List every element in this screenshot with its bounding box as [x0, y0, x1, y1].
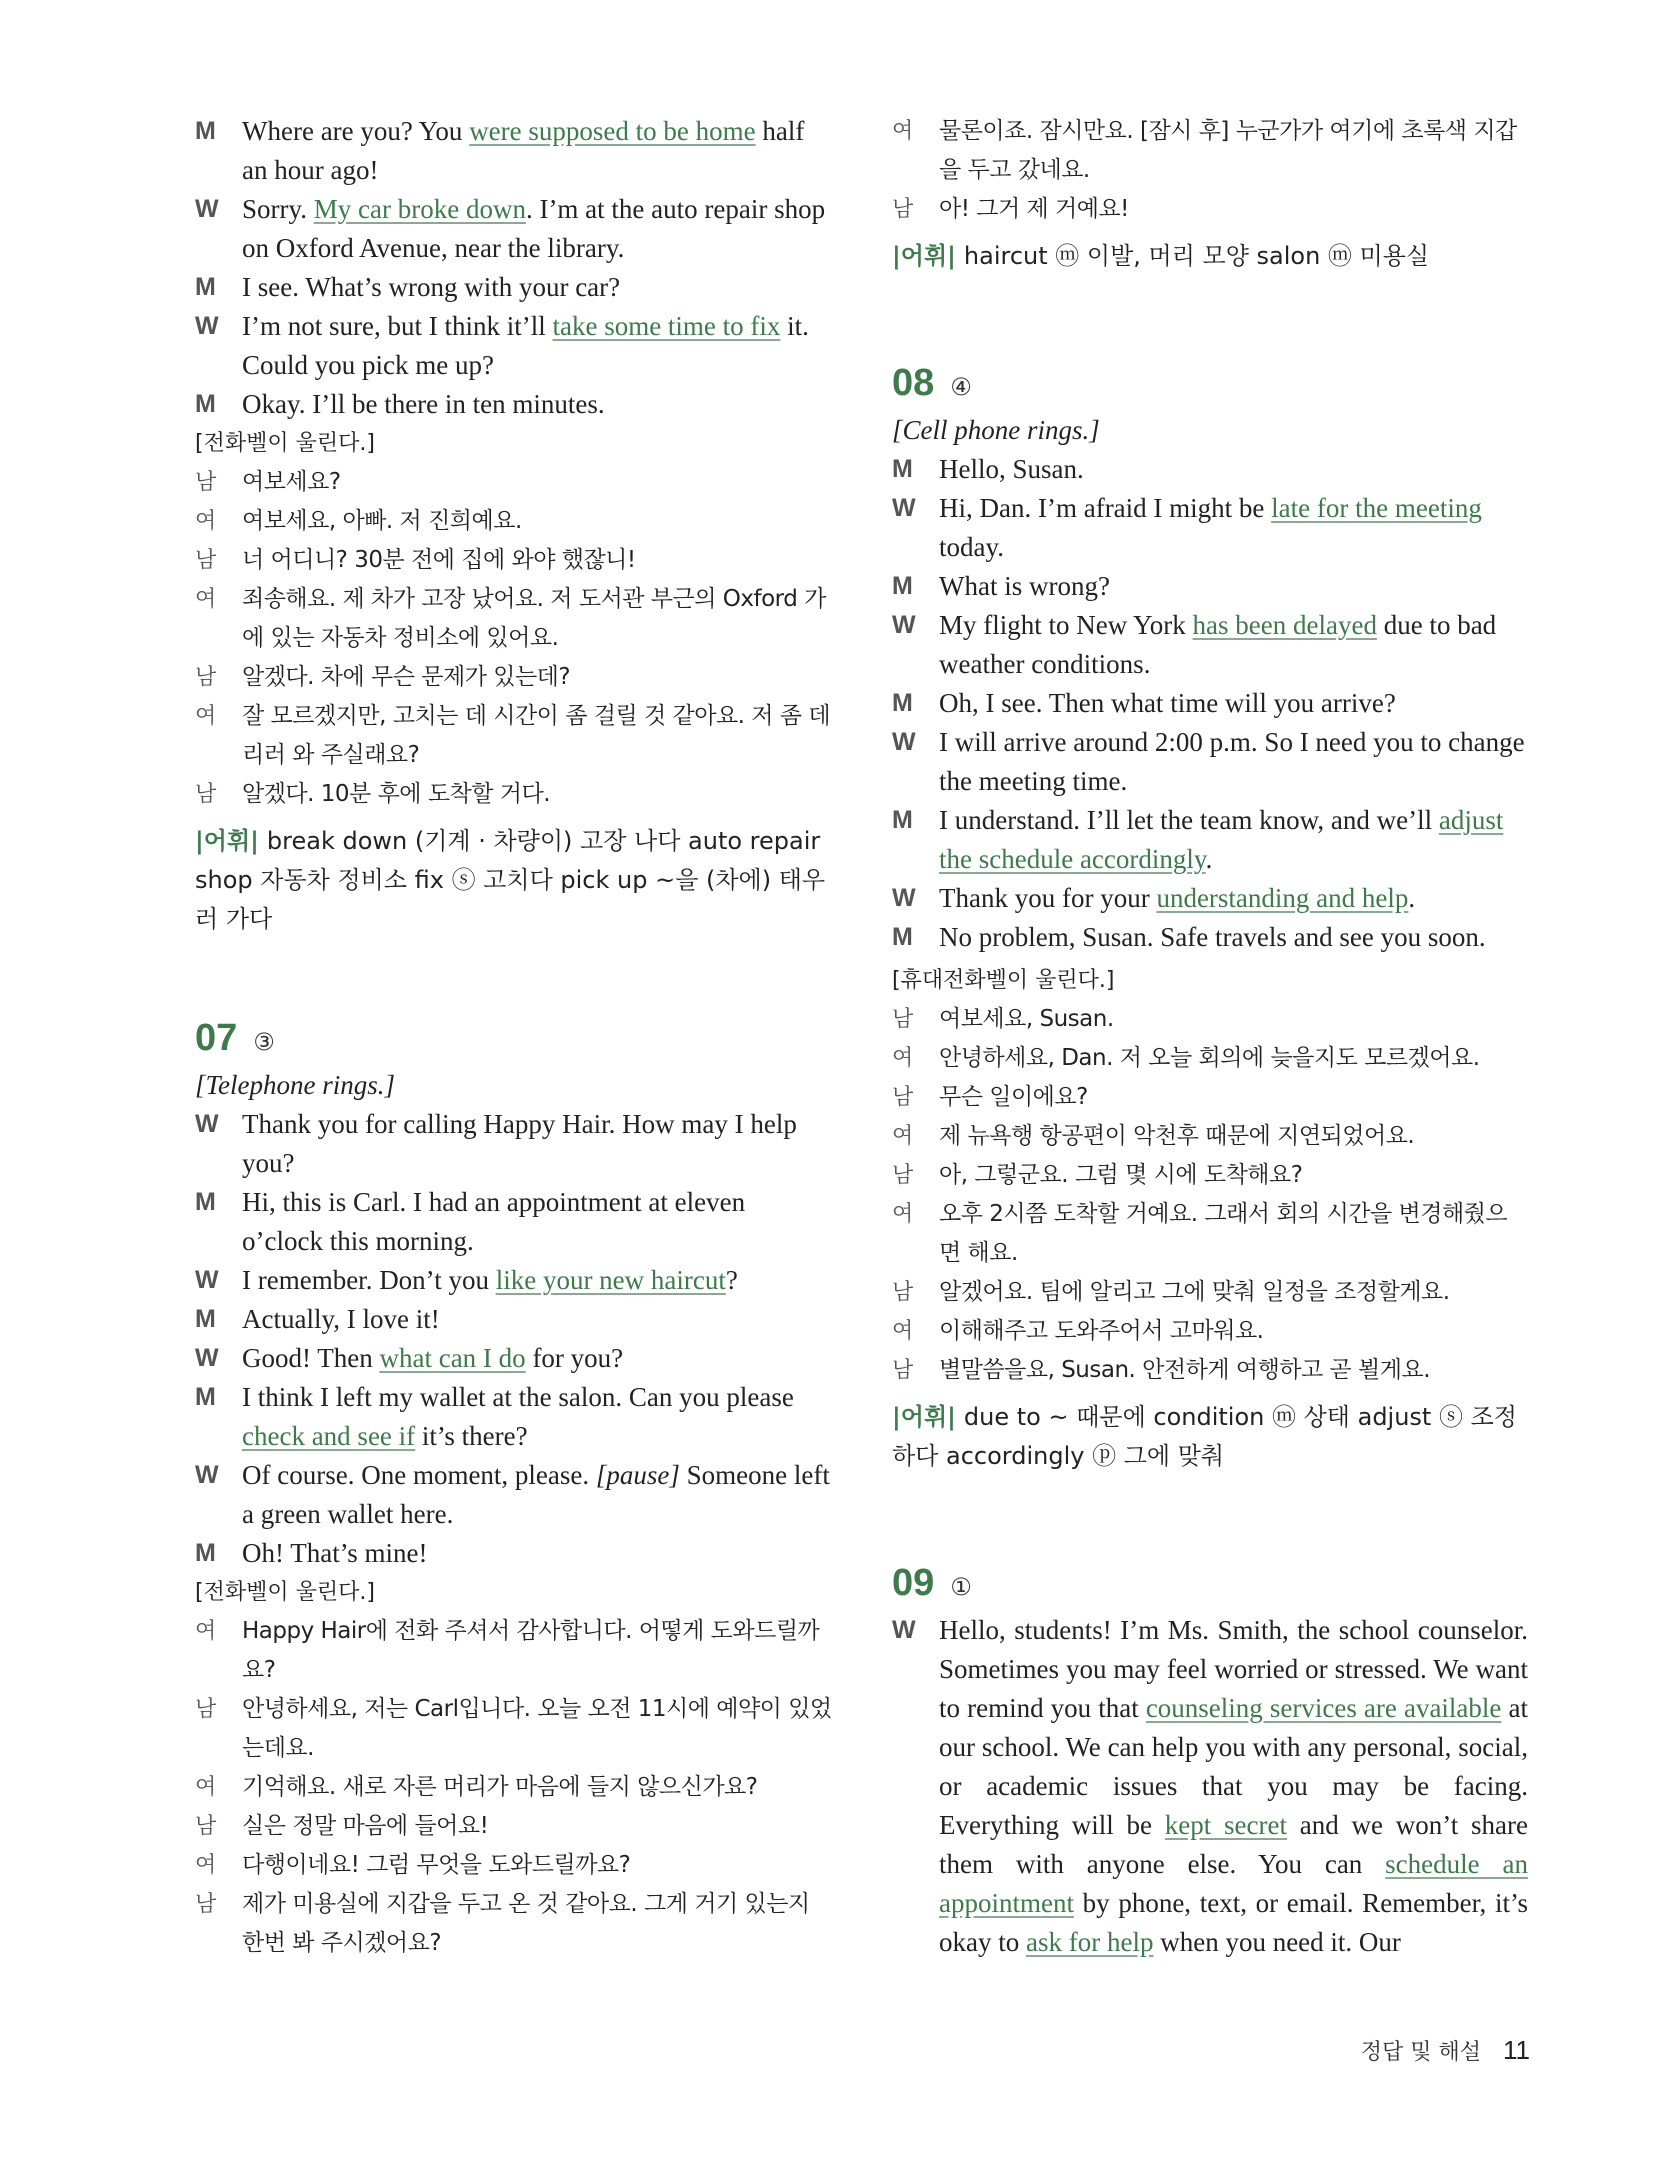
speaker-label: M	[195, 1539, 216, 1567]
question-header	[195, 1017, 832, 1060]
speaker-label: W	[892, 494, 916, 522]
line-text: Oh, I see. Then what time will you arrive?	[939, 688, 1396, 718]
key-phrase: kept secret	[1164, 1810, 1287, 1840]
speaker-label: 남	[892, 197, 913, 222]
key-phrase: late for the meeting	[1271, 493, 1482, 523]
dialogue-en	[195, 1105, 832, 1573]
dialogue-line	[892, 879, 1528, 918]
speaker-label: W	[892, 884, 916, 912]
speaker-label: W	[195, 195, 219, 223]
line-text: 다행이네요! 그럼 무엇을 도와드릴까요?	[242, 1852, 631, 1878]
translation-line	[195, 1768, 832, 1807]
dialogue-ko	[892, 112, 1528, 229]
stage-direction-en: [Cell phone rings.]	[892, 415, 1100, 445]
line-text: I will arrive around 2:00 p.m. So I need you to change the meeting time.	[939, 727, 1525, 796]
answer-mark: ①	[950, 1573, 972, 1601]
line-text: 실은 정말 마음에 들어요!	[242, 1813, 489, 1839]
speaker-label: 여	[892, 1202, 913, 1227]
speaker-label: 여	[195, 1853, 216, 1878]
answer-mark: ③	[253, 1028, 275, 1056]
translation-line	[892, 1117, 1528, 1156]
speaker-label: 여	[195, 1775, 216, 1800]
line-text: 안녕하세요, 저는 Carl입니다. 오늘 오전 11시에 예약이 있었는데요.	[242, 1696, 832, 1761]
speaker-label: M	[892, 572, 913, 600]
key-phrase: understanding and help	[1156, 883, 1409, 913]
stage-direction: [휴대전화벨이 울린다.]	[892, 968, 1115, 993]
translation-line	[892, 190, 1528, 229]
dialogue-line	[195, 1105, 832, 1183]
line-text: 여보세요, Susan.	[939, 1006, 1114, 1032]
speaker-label: 남	[195, 1814, 216, 1839]
key-phrase: check and see if	[242, 1421, 416, 1451]
line-text: What is wrong?	[939, 571, 1110, 601]
line-text: 알겠다. 차에 무슨 문제가 있는데?	[242, 664, 571, 690]
dialogue-line	[195, 268, 832, 307]
translation-line	[195, 1612, 832, 1690]
speaker-label: 남	[195, 1697, 216, 1722]
speaker-label: 여	[892, 1046, 913, 1071]
dialogue-line	[195, 307, 832, 385]
vocab-box	[892, 237, 1528, 276]
speaker-label: W	[892, 611, 916, 639]
line-text: 아! 그거 제 거예요!	[939, 196, 1129, 222]
stage-cue: [pause]	[595, 1460, 680, 1490]
line-text: 너 어디니? 30분 전에 집에 와야 했잖니!	[242, 547, 636, 573]
speaker-label: M	[892, 689, 913, 717]
line-text: 여보세요?	[242, 469, 341, 495]
line-text: 오후 2시쯤 도착할 거예요. 그래서 회의 시간을 변경해줬으면 해요.	[939, 1201, 1508, 1266]
question-number: 08	[892, 362, 935, 404]
translation-line	[195, 1807, 832, 1846]
line-text: I think I left my wallet at the salon. Can you please check and see if it’s there?	[242, 1382, 794, 1451]
line-text: I’m not sure, but I think it’ll take some time to fix it. Could you pick me up?	[242, 311, 809, 380]
line-text: I understand. I’ll let the team know, and we’ll adjust the schedule accordingly.	[939, 805, 1504, 874]
speaker-label: 남	[195, 782, 216, 807]
line-text: Of course. One moment, please. [pause] Someone left a green wallet here.	[242, 1460, 830, 1529]
speaker-label: M	[195, 117, 216, 145]
dialogue-ko	[195, 1612, 832, 1963]
line-text: 아, 그렇군요. 그럼 몇 시에 도착해요?	[939, 1162, 1303, 1188]
dialogue-line	[892, 1611, 1528, 1962]
dialogue-line	[195, 1300, 832, 1339]
dialogue-line	[195, 1261, 832, 1300]
speaker-label: 남	[195, 470, 216, 495]
speaker-label: W	[195, 1266, 219, 1294]
key-phrase: counseling services are available	[1145, 1693, 1502, 1723]
question-header	[892, 1562, 1528, 1605]
speaker-label: 여	[195, 704, 216, 729]
dialogue-ko	[892, 1000, 1528, 1390]
stage-direction: [전화벨이 울린다.]	[195, 431, 375, 456]
line-text: Sorry. My car broke down. I’m at the auto repair shop on Oxford Avenue, near the library.	[242, 194, 826, 263]
line-text: Okay. I’ll be there in ten minutes.	[242, 389, 605, 419]
speaker-label: 남	[892, 1085, 913, 1110]
line-text: Hi, this is Carl. I had an appointment at eleven o’clock this morning.	[242, 1187, 746, 1256]
dialogue-ko	[195, 463, 832, 814]
line-text: 물론이죠. 잠시만요. [잠시 후] 누군가가 여기에 초록색 지갑을 두고 갔네요.	[939, 118, 1517, 183]
dialogue-line	[195, 1534, 832, 1573]
key-phrase: My car broke down	[313, 194, 526, 224]
line-text: 알겠다. 10분 후에 도착할 거다.	[242, 781, 551, 807]
speaker-label: 여	[892, 119, 913, 144]
dialogue-line	[195, 190, 832, 268]
speaker-label: 남	[892, 1280, 913, 1305]
translation-line	[195, 463, 832, 502]
speaker-label: W	[195, 312, 219, 340]
dialogue-line	[195, 385, 832, 424]
line-text: 무슨 일이에요?	[939, 1084, 1088, 1110]
dialogue-line	[892, 450, 1528, 489]
dialogue-line	[892, 723, 1528, 801]
translation-line	[195, 1846, 832, 1885]
line-text: 별말씀을요, Susan. 안전하게 여행하고 곧 뵐게요.	[939, 1357, 1431, 1383]
speaker-label: 남	[195, 1892, 216, 1917]
translation-line	[892, 1156, 1528, 1195]
line-text: 여보세요, 아빠. 저 진희예요.	[242, 508, 522, 534]
line-text: Where are you? You were supposed to be home half an hour ago!	[242, 116, 805, 185]
line-text: Thank you for calling Happy Hair. How may I help you?	[242, 1109, 797, 1178]
speaker-label: 남	[892, 1163, 913, 1188]
translation-line	[892, 1000, 1528, 1039]
translation-line	[892, 1273, 1528, 1312]
dialogue-line	[195, 112, 832, 190]
dialogue-en	[892, 450, 1528, 957]
vocab-tag: |어휘|	[892, 242, 956, 270]
key-phrase: were supposed to be home	[469, 116, 756, 146]
key-phrase: like your new haircut	[495, 1265, 726, 1295]
speaker-label: M	[892, 923, 913, 951]
question-number: 09	[892, 1562, 935, 1604]
line-text: My flight to New York has been delayed due to bad weather conditions.	[939, 610, 1497, 679]
translation-line	[892, 1312, 1528, 1351]
translation-line	[195, 658, 832, 697]
speaker-label: M	[892, 455, 913, 483]
speaker-label: M	[195, 273, 216, 301]
line-text: I see. What’s wrong with your car?	[242, 272, 621, 302]
question-header	[892, 362, 1528, 405]
vocab-box	[195, 822, 832, 939]
line-text: 안녕하세요, Dan. 저 오늘 회의에 늦을지도 모르겠어요.	[939, 1045, 1480, 1071]
speaker-label: W	[892, 728, 916, 756]
speaker-label: 남	[892, 1358, 913, 1383]
dialogue-line	[892, 684, 1528, 723]
line-text: 알겠어요. 팀에 알리고 그에 맞춰 일정을 조정할게요.	[939, 1279, 1450, 1305]
translation-line	[892, 112, 1528, 190]
line-text: Happy Hair에 전화 주셔서 감사합니다. 어떻게 도와드릴까요?	[242, 1618, 820, 1683]
vocab-text: haircut ⓜ 이발, 머리 모양 salon ⓜ 미용실	[963, 242, 1430, 270]
vocab-tag: |어휘|	[195, 827, 259, 855]
dialogue-line	[892, 918, 1528, 957]
page-number: 11	[1503, 2035, 1530, 2065]
key-phrase: ask for help	[1026, 1927, 1154, 1957]
speaker-label: M	[195, 1383, 216, 1411]
dialogue-line	[892, 801, 1528, 879]
speaker-label: 남	[892, 1007, 913, 1032]
speaker-label: M	[892, 806, 913, 834]
translation-line	[195, 541, 832, 580]
line-text: I remember. Don’t you like your new haircut?	[242, 1265, 738, 1295]
speaker-label: 여	[195, 1619, 216, 1644]
translation-line	[195, 775, 832, 814]
line-text: Hi, Dan. I’m afraid I might be late for the meeting today.	[939, 493, 1482, 562]
translation-line	[195, 697, 832, 775]
line-text: 기억해요. 새로 자른 머리가 마음에 들지 않으신가요?	[242, 1774, 758, 1800]
translation-line	[195, 1885, 832, 1963]
speaker-label: W	[892, 1616, 916, 1644]
speaker-label: W	[195, 1344, 219, 1372]
speaker-label: M	[195, 1305, 216, 1333]
dialogue-line	[195, 1456, 832, 1534]
translation-line	[195, 502, 832, 541]
line-text: 제가 미용실에 지갑을 두고 온 것 같아요. 그게 거기 있는지 한번 봐 주시겠어요?	[242, 1891, 810, 1956]
translation-line	[892, 1195, 1528, 1273]
line-text: 이해해주고 도와주어서 고마워요.	[939, 1318, 1264, 1344]
dialogue-line	[195, 1378, 832, 1456]
vocab-box	[892, 1398, 1528, 1476]
speaker-label: 여	[195, 587, 216, 612]
vocab-text: due to ~ 때문에 condition ⓜ 상태 adjust ⓢ 조정하다 accordingly ⓟ 그에 맞춰	[892, 1403, 1517, 1470]
page-footer	[1361, 2035, 1530, 2066]
key-phrase: take some time to fix	[552, 311, 781, 341]
dialogue-line	[195, 1339, 832, 1378]
line-text: Hello, students! I’m Ms. Smith, the school counselor. Sometimes you may feel worried or stressed. We want to remind you that counseling services are available at our school. We can help you with any personal, social, or academic issues that you may be facing. Everything will be kept secret and we won’t share them with anyone else. You can schedule an appointment by phone, text, or email. Remember, it’s okay to ask for help when you need it. Our	[939, 1615, 1529, 1957]
translation-line	[195, 580, 832, 658]
left-column	[195, 112, 832, 1963]
speaker-label: M	[195, 390, 216, 418]
dialogue-en	[892, 1611, 1528, 1962]
speaker-label: 남	[195, 548, 216, 573]
right-column	[892, 112, 1528, 1962]
translation-line	[892, 1078, 1528, 1117]
key-phrase: what can I do	[379, 1343, 526, 1373]
line-text: 죄송해요. 제 차가 고장 났어요. 저 도서관 부근의 Oxford 가에 있는 자동차 정비소에 있어요.	[242, 586, 826, 651]
key-phrase: has been delayed	[1192, 610, 1377, 640]
dialogue-en	[195, 112, 832, 424]
line-text: Hello, Susan.	[939, 454, 1084, 484]
stage-direction-en: [Telephone rings.]	[195, 1070, 396, 1100]
key-phrase: schedule an appointment	[939, 1849, 1528, 1918]
line-text: Actually, I love it!	[242, 1304, 440, 1334]
speaker-label: 남	[195, 665, 216, 690]
line-text: 잘 모르겠지만, 고치는 데 시간이 좀 걸릴 것 같아요. 저 좀 데리러 와 주실래요?	[242, 703, 831, 768]
dialogue-line	[892, 489, 1528, 567]
translation-line	[195, 1690, 832, 1768]
speaker-label: W	[195, 1461, 219, 1489]
speaker-label: 여	[195, 509, 216, 534]
dialogue-line	[892, 567, 1528, 606]
key-phrase: adjust the schedule accordingly	[939, 805, 1504, 874]
dialogue-line	[892, 606, 1528, 684]
footer-section-label: 정답 및 해설	[1360, 2040, 1481, 2065]
dialogue-line	[195, 1183, 832, 1261]
translation-line	[892, 1039, 1528, 1078]
line-text: Thank you for your understanding and help.	[939, 883, 1416, 913]
vocab-tag: |어휘|	[892, 1403, 956, 1431]
line-text: 제 뉴욕행 항공편이 악천후 때문에 지연되었어요.	[939, 1123, 1415, 1149]
speaker-label: M	[195, 1188, 216, 1216]
speaker-label: W	[195, 1110, 219, 1138]
speaker-label: 여	[892, 1124, 913, 1149]
vocab-text: break down (기계 · 차량이) 고장 나다 auto repair shop 자동차 정비소 fix ⓢ 고치다 pick up ~을 (차에) 태우러 가다	[195, 827, 826, 933]
translation-line	[892, 1351, 1528, 1390]
stage-direction: [전화벨이 울린다.]	[195, 1580, 375, 1605]
speaker-label: 여	[892, 1319, 913, 1344]
line-text: No problem, Susan. Safe travels and see you soon.	[939, 922, 1486, 952]
question-number: 07	[195, 1017, 238, 1059]
line-text: Good! Then what can I do for you?	[242, 1343, 624, 1373]
answer-mark: ④	[950, 373, 972, 401]
line-text: Oh! That’s mine!	[242, 1538, 428, 1568]
